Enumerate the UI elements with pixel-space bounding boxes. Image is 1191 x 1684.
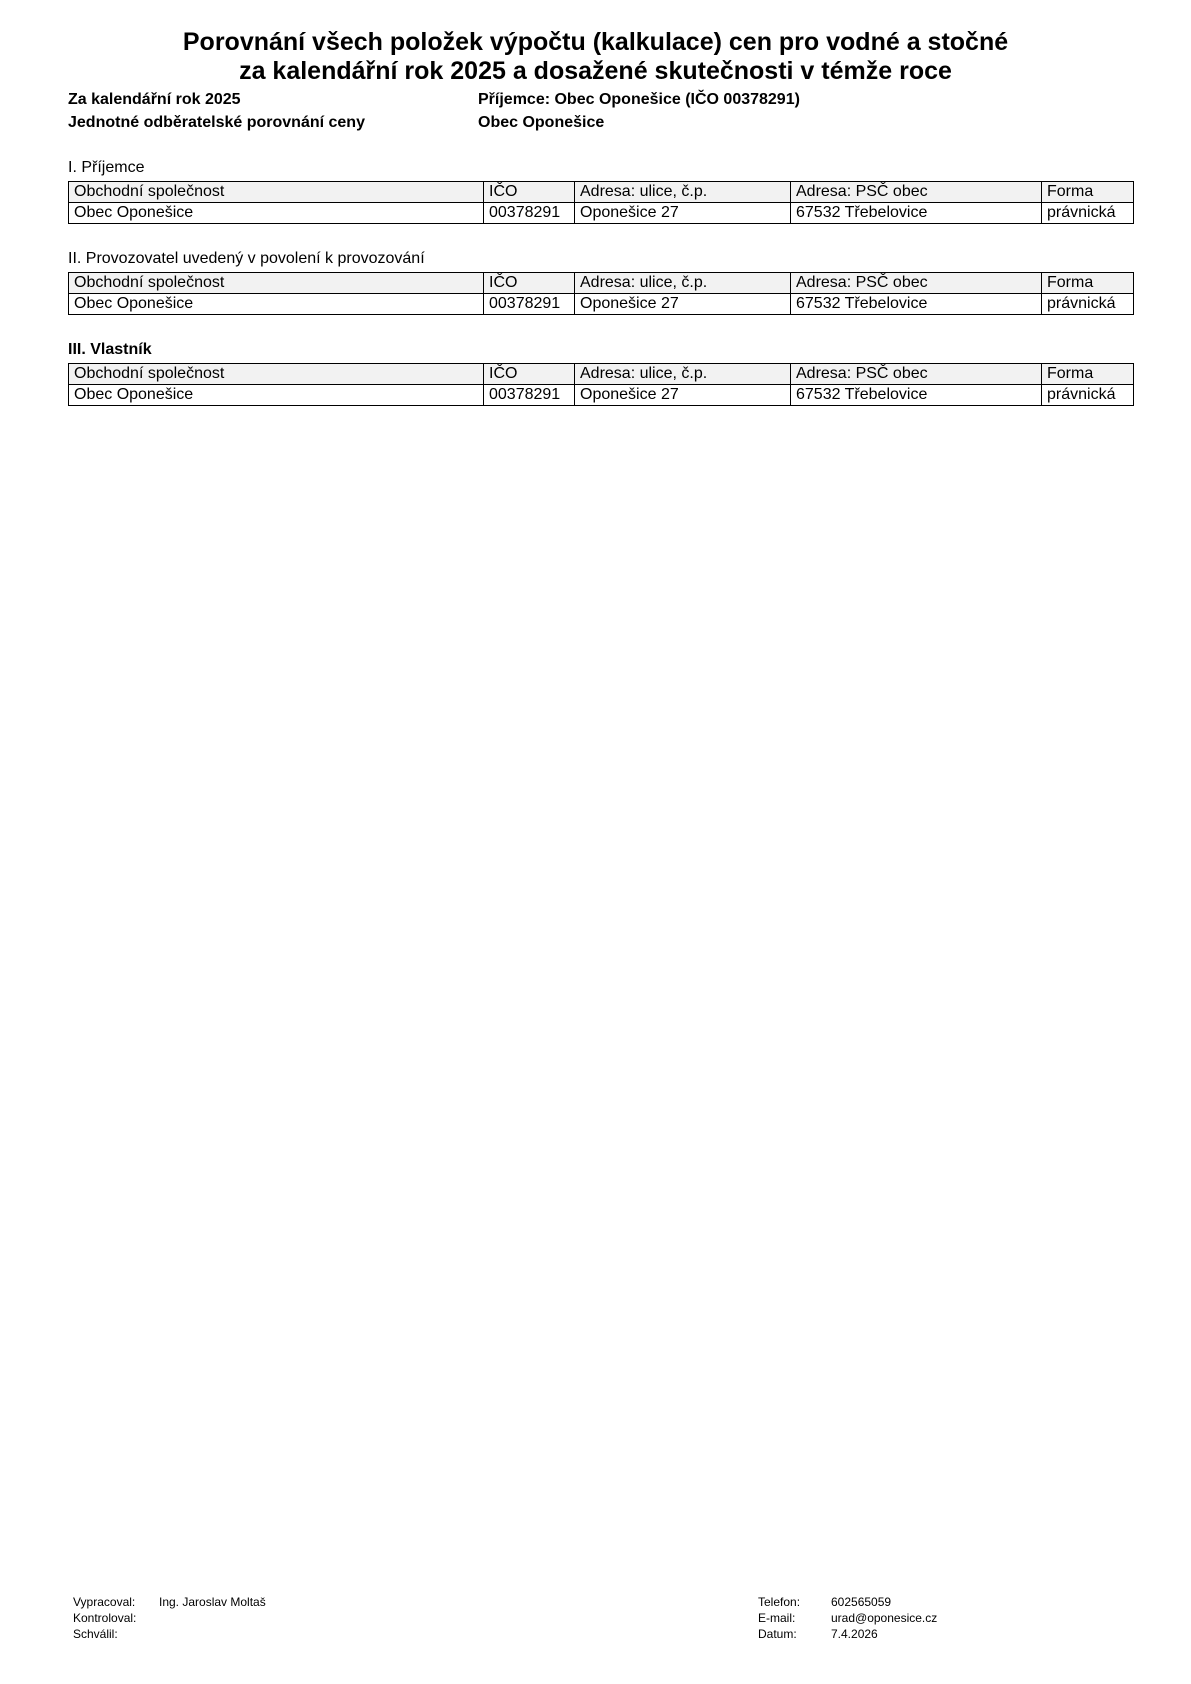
document-title-line-2: za kalendářní rok 2025 a dosažené skutečnosti v témže roce — [239, 57, 952, 85]
document-title-line-1: Porovnání všech položek výpočtu (kalkulace) cen pro vodné a stočné — [182, 28, 1009, 56]
cell-postcode: 67532 Třebelovice — [791, 203, 1042, 224]
cell-company: Obec Oponešice — [69, 294, 484, 315]
column-header-street: Adresa: ulice, č.p. — [575, 182, 791, 203]
table-header-row — [69, 182, 1134, 203]
column-header-postcode: Adresa: PSČ obec — [791, 182, 1042, 203]
cell-form: právnická — [1042, 203, 1134, 224]
recipient-name: Obec Oponešice — [478, 114, 605, 131]
cell-street: Oponešice 27 — [575, 294, 791, 315]
column-header-postcode: Adresa: PSČ obec — [791, 364, 1042, 385]
section-owner-label: III. Vlastník — [68, 341, 152, 358]
table-header-row — [69, 364, 1134, 385]
checked-by-label: Kontroloval: — [73, 1611, 137, 1625]
approved-by-label: Schválil: — [73, 1627, 118, 1641]
cell-company: Obec Oponešice — [69, 385, 484, 406]
cell-street: Oponešice 27 — [575, 203, 791, 224]
recipient-line: Příjemce: Obec Oponešice (IČO 00378291) — [478, 91, 800, 108]
email-label: E-mail: — [758, 1611, 796, 1625]
cell-form: právnická — [1042, 294, 1134, 315]
column-header-street: Adresa: ulice, č.p. — [575, 364, 791, 385]
table-row — [69, 385, 1134, 406]
column-header-form: Forma — [1042, 364, 1134, 385]
column-header-ico: IČO — [484, 273, 575, 294]
column-header-street: Adresa: ulice, č.p. — [575, 273, 791, 294]
column-header-form: Forma — [1042, 182, 1134, 203]
column-header-form: Forma — [1042, 273, 1134, 294]
owner-table — [68, 363, 1134, 406]
section-operator-label: II. Provozovatel uvedený v povolení k provozování — [68, 250, 425, 267]
column-header-company: Obchodní společnost — [69, 364, 484, 385]
table-row — [69, 203, 1134, 224]
operator-table — [68, 272, 1134, 315]
phone-value: 602565059 — [831, 1595, 892, 1609]
prepared-by-label: Vypracoval: — [73, 1595, 136, 1609]
cell-ico: 00378291 — [484, 294, 575, 315]
section-recipient-label: I. Příjemce — [68, 159, 145, 176]
cell-postcode: 67532 Třebelovice — [791, 294, 1042, 315]
column-header-company: Obchodní společnost — [69, 273, 484, 294]
table-row — [69, 294, 1134, 315]
cell-postcode: 67532 Třebelovice — [791, 385, 1042, 406]
email-value: urad@oponesice.cz — [831, 1611, 938, 1625]
date-label: Datum: — [758, 1627, 797, 1641]
cell-ico: 00378291 — [484, 385, 575, 406]
cell-company: Obec Oponešice — [69, 203, 484, 224]
date-value: 7.4.2026 — [831, 1627, 878, 1641]
phone-label: Telefon: — [758, 1595, 801, 1609]
cell-ico: 00378291 — [484, 203, 575, 224]
recipient-table — [68, 181, 1134, 224]
footer-contact — [758, 1594, 937, 1642]
column-header-ico: IČO — [484, 364, 575, 385]
prepared-by-value: Ing. Jaroslav Moltaš — [159, 1595, 266, 1609]
footer-signatures — [73, 1594, 266, 1642]
column-header-company: Obchodní společnost — [69, 182, 484, 203]
table-header-row — [69, 273, 1134, 294]
column-header-ico: IČO — [484, 182, 575, 203]
cell-form: právnická — [1042, 385, 1134, 406]
year-label: Za kalendářní rok 2025 — [68, 91, 241, 108]
comparison-type-label: Jednotné odběratelské porovnání ceny — [68, 114, 365, 131]
column-header-postcode: Adresa: PSČ obec — [791, 273, 1042, 294]
cell-street: Oponešice 27 — [575, 385, 791, 406]
